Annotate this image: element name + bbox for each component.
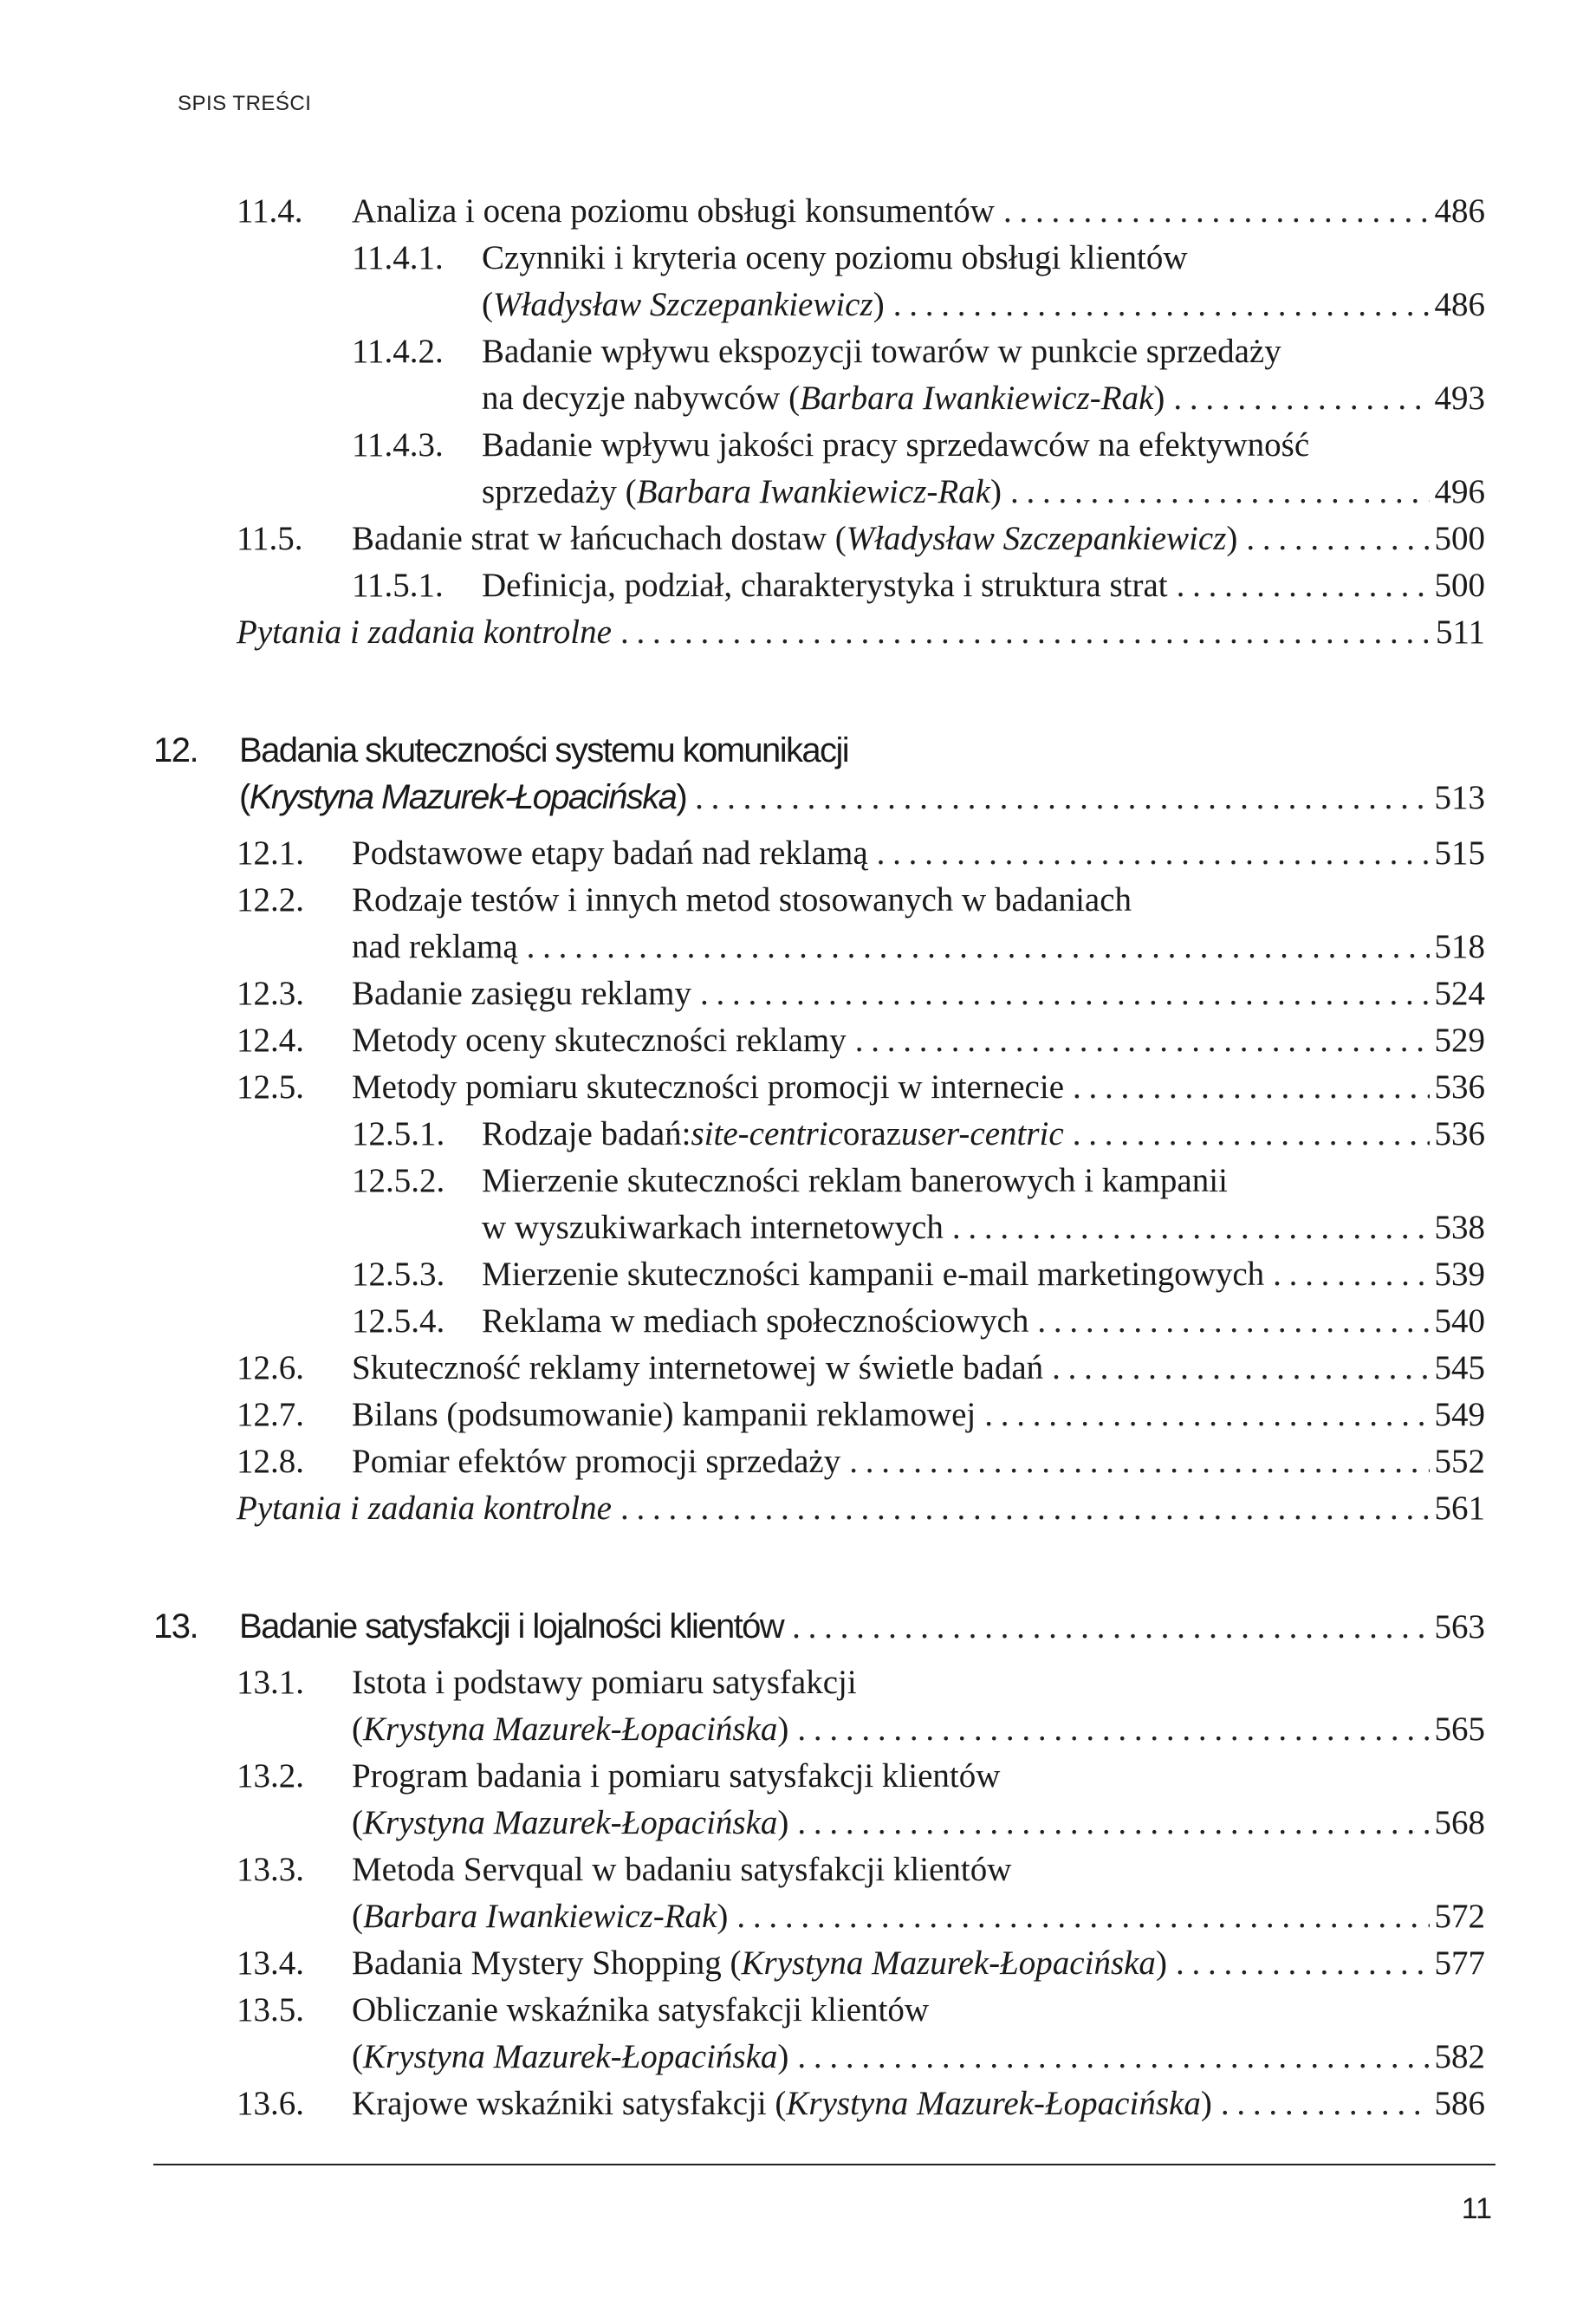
- entry-title-text: Badanie wpływu jakości pracy sprzedawców na efektywność: [482, 426, 1310, 464]
- entry-title-text: ): [717, 1898, 729, 1935]
- dot-leader: [1037, 1298, 1429, 1345]
- toc-entry[interactable]: [0, 422, 1596, 516]
- entry-page-number[interactable]: 577: [1434, 1944, 1485, 1982]
- entry-number: 12.5.3.: [352, 1256, 445, 1293]
- entry-line: [0, 1298, 1485, 1345]
- dot-leader: [797, 1706, 1429, 1753]
- entry-title: [239, 774, 1485, 821]
- entry-line: [0, 1659, 1485, 1706]
- entry-number: 13.3.: [237, 1851, 304, 1888]
- dot-leader: [1073, 1111, 1430, 1158]
- entry-title-text: Badanie strat w łańcuchach dostaw (: [352, 520, 847, 557]
- dot-leader: [1010, 469, 1430, 516]
- entry-title-text: ): [777, 1711, 789, 1748]
- dot-leader: [736, 1893, 1429, 1940]
- toc-entry[interactable]: [0, 1345, 1596, 1392]
- entry-title: [239, 727, 1485, 774]
- entry-title: [482, 235, 1485, 282]
- entry-page-number[interactable]: 518: [1434, 928, 1485, 965]
- dot-leader: [1246, 516, 1429, 562]
- entry-title-italic: Barbara Iwankiewicz-Rak: [636, 473, 990, 510]
- entry-line: [0, 282, 1485, 328]
- dot-leader: [849, 1438, 1429, 1485]
- entry-line: [0, 1603, 1485, 1650]
- entry-title-text: Reklama w mediach społecznościowych: [482, 1302, 1029, 1340]
- dot-leader: [1052, 1345, 1429, 1392]
- entry-title: [352, 1438, 1485, 1485]
- toc-entry[interactable]: [0, 1298, 1596, 1345]
- toc-entry[interactable]: [0, 328, 1596, 422]
- toc-entry[interactable]: [0, 1847, 1596, 1940]
- entry-title-text: ): [873, 286, 885, 323]
- entry-line: [0, 188, 1485, 235]
- entry-page-number[interactable]: 500: [1434, 520, 1485, 557]
- entry-title-italic: Krystyna Mazurek-Łopacińska: [363, 2038, 778, 2075]
- toc-entry[interactable]: [0, 1987, 1596, 2081]
- entry-title-italic: Krystyna Mazurek-Łopacińska: [363, 1711, 778, 1748]
- entry-title: [352, 924, 1485, 970]
- entry-title-text: ): [1155, 1944, 1167, 1982]
- entry-title-text: Skuteczność reklamy internetowej w świetle badań: [352, 1349, 1044, 1386]
- entry-title: [352, 1659, 1485, 1706]
- entry-title-text: ): [777, 2038, 789, 2075]
- dot-leader: [1221, 2081, 1430, 2127]
- entry-title-text: nad reklamą: [352, 928, 518, 965]
- entry-number: 12.3.: [237, 975, 304, 1012]
- dot-leader: [797, 1800, 1429, 1847]
- entry-title-italic: Władysław Szczepankiewicz: [846, 520, 1227, 557]
- entry-page-number[interactable]: 545: [1434, 1349, 1485, 1386]
- chapter-entry[interactable]: [0, 727, 1596, 821]
- entry-page-number[interactable]: 582: [1434, 2038, 1485, 2075]
- entry-number: 11.4.1.: [352, 239, 444, 276]
- entry-title-text: ): [990, 473, 1002, 510]
- entry-title: [352, 1893, 1485, 1940]
- entry-title-text: Badania Mystery Shopping (: [352, 1944, 742, 1982]
- entry-number: 12.5.4.: [352, 1302, 445, 1340]
- entry-line: [0, 235, 1485, 282]
- toc-entry[interactable]: [0, 1392, 1596, 1438]
- entry-title-text: Badania skuteczności systemu komunikacji: [239, 731, 849, 769]
- entry-title: [482, 1158, 1485, 1204]
- entry-title-text: Analiza i ocena poziomu obsługi konsumentów: [352, 192, 995, 230]
- entry-title-text: Obliczanie wskaźnika satysfakcji klientów: [352, 1991, 930, 2029]
- entry-title: [352, 1392, 1485, 1438]
- entry-title: [482, 422, 1485, 469]
- toc-entry[interactable]: [0, 1017, 1596, 1064]
- entry-number: 13.4.: [237, 1944, 304, 1982]
- entry-page-number[interactable]: 552: [1434, 1443, 1485, 1480]
- entry-title: [352, 1706, 1485, 1753]
- entry-title-italic: Krystyna Mazurek-Łopacińska: [363, 1804, 778, 1841]
- footer-rule: [153, 2164, 1495, 2165]
- entry-title-text: Podstawowe etapy badań nad reklamą: [352, 834, 868, 872]
- dot-leader: [797, 2034, 1429, 2081]
- entry-title: [352, 1847, 1485, 1893]
- entry-number: 12.1.: [237, 834, 304, 872]
- entry-line: [0, 774, 1485, 821]
- entry-line: [0, 562, 1485, 609]
- entry-page-number[interactable]: 540: [1434, 1302, 1485, 1340]
- entry-title-text: ): [1153, 380, 1165, 417]
- entry-line: [0, 970, 1485, 1017]
- entry-number: 12.2.: [237, 881, 304, 919]
- entry-line: [0, 1111, 1485, 1158]
- entry-number: 11.4.2.: [352, 333, 444, 370]
- entry-title: [482, 375, 1485, 422]
- dot-leader: [620, 609, 1431, 656]
- entry-title: [352, 1800, 1485, 1847]
- entry-title-text: Program badania i pomiaru satysfakcji klientów: [352, 1757, 1001, 1795]
- entry-title-italic: Krystyna Mazurek-Łopacińska: [741, 1944, 1156, 1982]
- entry-number: 12.4.: [237, 1022, 304, 1059]
- entry-title-text: Rodzaje testów i innych metod stosowanych w badaniach: [352, 881, 1132, 919]
- entry-title-text: ): [1226, 520, 1238, 557]
- entry-number: 12.5.: [237, 1068, 304, 1106]
- entry-title-italic: user-centric: [901, 1115, 1064, 1152]
- toc-entry[interactable]: [0, 970, 1596, 1017]
- dot-leader: [1177, 562, 1430, 609]
- toc-entry[interactable]: [0, 2081, 1596, 2127]
- entry-title-text: Badanie zasięgu reklamy: [352, 975, 691, 1012]
- entry-title-text: Czynniki i kryteria oceny poziomu obsługi klientów: [482, 239, 1188, 276]
- dot-leader: [984, 1392, 1429, 1438]
- entry-line: [0, 1940, 1485, 1987]
- toc-entry[interactable]: [0, 516, 1596, 562]
- entry-page-number[interactable]: 529: [1434, 1022, 1485, 1059]
- entry-page-number[interactable]: 536: [1434, 1068, 1485, 1106]
- entry-page-number[interactable]: 536: [1434, 1115, 1485, 1152]
- running-head: SPIS TREŚCI: [178, 92, 312, 115]
- entry-title-italic: Pytania i zadania kontrolne: [237, 1490, 612, 1527]
- entry-number: 11.5.1.: [352, 567, 444, 604]
- entry-number: 13.1.: [237, 1664, 304, 1701]
- questions-entry[interactable]: [0, 609, 1596, 656]
- entry-title-text: na decyzje nabywców (: [482, 380, 801, 417]
- entry-page-number[interactable]: 561: [1434, 1490, 1485, 1527]
- entry-line: [0, 1345, 1485, 1392]
- entry-page-number[interactable]: 586: [1434, 2085, 1485, 2122]
- entry-number: 12.8.: [237, 1443, 304, 1480]
- dot-leader: [952, 1204, 1430, 1251]
- entry-title: [352, 1753, 1485, 1800]
- entry-line: [0, 1204, 1485, 1251]
- entry-title-text: (: [239, 778, 250, 816]
- entry-line: [0, 877, 1485, 924]
- entry-number: 13.: [153, 1607, 198, 1646]
- dot-leader: [620, 1485, 1430, 1532]
- toc-entry[interactable]: [0, 1158, 1596, 1251]
- entry-title-text: ): [1200, 2085, 1212, 2122]
- entry-page-number[interactable]: 549: [1434, 1396, 1485, 1433]
- entry-title-text: Metody oceny skuteczności reklamy: [352, 1022, 847, 1059]
- entry-title: [352, 830, 1485, 877]
- entry-title-text: oraz: [842, 1115, 902, 1152]
- entry-line: [0, 1800, 1485, 1847]
- entry-title: [237, 609, 1485, 656]
- entry-title-italic: Pytania i zadania kontrolne: [237, 613, 612, 651]
- entry-title: [482, 469, 1485, 516]
- entry-number: 12.: [153, 731, 198, 769]
- entry-page-number[interactable]: 511: [1435, 613, 1485, 651]
- entry-title: [352, 1064, 1485, 1111]
- entry-title-text: Istota i podstawy pomiaru satysfakcji: [352, 1664, 857, 1701]
- entry-line: [0, 1847, 1485, 1893]
- entry-title-text: Mierzenie skuteczności kampanii e-mail marketingowych: [482, 1256, 1265, 1293]
- entry-number: 13.6.: [237, 2085, 304, 2122]
- entry-line: [0, 609, 1485, 656]
- entry-title-italic: Barbara Iwankiewicz-Rak: [800, 380, 1154, 417]
- entry-title-text: Badanie wpływu ekspozycji towarów w punkcie sprzedaży: [482, 333, 1281, 370]
- entry-title: [352, 2034, 1485, 2081]
- entry-title-text: Metoda Servqual w badaniu satysfakcji klientów: [352, 1851, 1012, 1888]
- entry-line: [0, 2034, 1485, 2081]
- entry-number: 13.2.: [237, 1757, 304, 1795]
- entry-page-number[interactable]: 568: [1434, 1804, 1485, 1841]
- entry-page-number[interactable]: 539: [1434, 1256, 1485, 1293]
- toc-entry[interactable]: [0, 1940, 1596, 1987]
- entry-line: [0, 1158, 1485, 1204]
- entry-title-italic: Krystyna Mazurek-Łopacińska: [786, 2085, 1201, 2122]
- dot-leader: [877, 830, 1430, 877]
- entry-line: [0, 328, 1485, 375]
- toc-entry[interactable]: [0, 1659, 1596, 1753]
- entry-line: [0, 1753, 1485, 1800]
- toc-entry[interactable]: [0, 830, 1596, 877]
- entry-line: [0, 422, 1485, 469]
- entry-page-number[interactable]: 563: [1434, 1608, 1485, 1646]
- entry-title-text: (: [352, 1804, 363, 1841]
- dot-leader: [1273, 1251, 1429, 1298]
- entry-number: 12.5.2.: [352, 1162, 445, 1199]
- entry-number: 11.5.: [237, 520, 303, 557]
- toc-entry[interactable]: [0, 1111, 1596, 1158]
- entry-title-text: (: [352, 1898, 363, 1935]
- entry-title-text: sprzedaży (: [482, 473, 637, 510]
- chapter-entry[interactable]: [0, 1603, 1596, 1650]
- toc-entry[interactable]: [0, 1064, 1596, 1111]
- entry-title-text: ): [676, 778, 687, 816]
- entry-line: [0, 924, 1485, 970]
- entry-page-number[interactable]: 486: [1434, 286, 1485, 323]
- entry-title-text: (: [482, 286, 493, 323]
- toc-entry[interactable]: [0, 188, 1596, 235]
- entry-title: [352, 1345, 1485, 1392]
- page-number: 11: [1461, 2192, 1492, 2225]
- entry-page-number[interactable]: 500: [1434, 567, 1485, 604]
- entry-title-text: Rodzaje badań:: [482, 1115, 691, 1152]
- entry-page-number[interactable]: 572: [1434, 1898, 1485, 1935]
- entry-page-number[interactable]: 496: [1434, 473, 1485, 510]
- toc-entry[interactable]: [0, 1438, 1596, 1485]
- entry-number: 12.5.1.: [352, 1115, 445, 1152]
- entry-title: [482, 1298, 1485, 1345]
- entry-line: [0, 1438, 1485, 1485]
- entry-number: 12.7.: [237, 1396, 304, 1433]
- table-of-contents: [0, 188, 1596, 2127]
- entry-line: [0, 1392, 1485, 1438]
- entry-title: [352, 188, 1485, 235]
- toc-entry[interactable]: [0, 877, 1596, 970]
- entry-title-text: Bilans (podsumowanie) kampanii reklamowej: [352, 1396, 976, 1433]
- entry-page-number[interactable]: 515: [1434, 834, 1485, 872]
- entry-title: [482, 328, 1485, 375]
- entry-page-number[interactable]: 513: [1434, 779, 1485, 816]
- dot-leader: [1173, 375, 1429, 422]
- entry-title-italic: Barbara Iwankiewicz-Rak: [363, 1898, 717, 1935]
- entry-title-text: Badanie satysfakcji i lojalności klientów: [239, 1607, 784, 1646]
- dot-leader: [700, 970, 1430, 1017]
- toc-entry[interactable]: [0, 1251, 1596, 1298]
- dot-leader: [855, 1017, 1430, 1064]
- entry-title-text: Definicja, podział, charakterystyka i struktura strat: [482, 567, 1168, 604]
- entry-page-number[interactable]: 493: [1434, 380, 1485, 417]
- dot-leader: [1176, 1940, 1430, 1987]
- entry-line: [0, 469, 1485, 516]
- entry-line: [0, 1485, 1485, 1532]
- entry-line: [0, 1251, 1485, 1298]
- entry-title-text: Pomiar efektów promocji sprzedaży: [352, 1443, 841, 1480]
- entry-title: [352, 970, 1485, 1017]
- entry-title: [352, 1017, 1485, 1064]
- entry-page-number[interactable]: 565: [1434, 1711, 1485, 1748]
- entry-line: [0, 516, 1485, 562]
- entry-page-number[interactable]: 538: [1434, 1209, 1485, 1246]
- entry-page-number[interactable]: 486: [1434, 192, 1485, 230]
- entry-title: [482, 1111, 1485, 1158]
- questions-entry[interactable]: [0, 1485, 1596, 1532]
- entry-line: [0, 1893, 1485, 1940]
- entry-title: [352, 2081, 1485, 2127]
- entry-title: [239, 1603, 1485, 1651]
- dot-leader: [893, 282, 1430, 328]
- entry-title-text: (: [352, 2038, 363, 2075]
- entry-title-italic: site-centric: [691, 1115, 843, 1152]
- entry-line: [0, 1706, 1485, 1753]
- entry-title: [237, 1485, 1485, 1532]
- entry-number: 11.4.3.: [352, 426, 444, 464]
- entry-title: [352, 1987, 1485, 2034]
- entry-title: [482, 1251, 1485, 1298]
- entry-number: 12.6.: [237, 1349, 304, 1386]
- entry-line: [0, 375, 1485, 422]
- entry-line: [0, 1064, 1485, 1111]
- entry-title-italic: Władysław Szczepankiewicz: [493, 286, 873, 323]
- entry-title: [352, 877, 1485, 924]
- toc-entry[interactable]: [0, 1753, 1596, 1847]
- entry-title: [352, 1940, 1485, 1987]
- dot-leader: [1073, 1064, 1429, 1111]
- dot-leader: [527, 924, 1430, 970]
- toc-entry[interactable]: [0, 562, 1596, 609]
- entry-title-text: Mierzenie skuteczności reklam banerowych i kampanii: [482, 1162, 1228, 1199]
- entry-title-text: Metody pomiaru skuteczności promocji w internecie: [352, 1068, 1065, 1106]
- entry-title-text: ): [777, 1804, 789, 1841]
- entry-title-text: Krajowe wskaźniki satysfakcji (: [352, 2085, 787, 2122]
- entry-line: [0, 830, 1485, 877]
- entry-line: [0, 727, 1485, 774]
- dot-leader: [695, 775, 1429, 821]
- entry-title-italic: Krystyna Mazurek-Łopacińska: [249, 778, 677, 816]
- entry-line: [0, 1987, 1485, 2034]
- entry-page-number[interactable]: 524: [1434, 975, 1485, 1012]
- entry-title: [482, 562, 1485, 609]
- dot-leader: [1003, 188, 1430, 235]
- dot-leader: [792, 1604, 1429, 1651]
- toc-entry[interactable]: [0, 235, 1596, 328]
- entry-title-text: w wyszukiwarkach internetowych: [482, 1209, 944, 1246]
- entry-title: [482, 282, 1485, 328]
- entry-title-text: (: [352, 1711, 363, 1748]
- entry-line: [0, 1017, 1485, 1064]
- entry-number: 13.5.: [237, 1991, 304, 2029]
- entry-line: [0, 2081, 1485, 2127]
- entry-title: [352, 516, 1485, 562]
- entry-title: [482, 1204, 1485, 1251]
- entry-number: 11.4.: [237, 192, 303, 230]
